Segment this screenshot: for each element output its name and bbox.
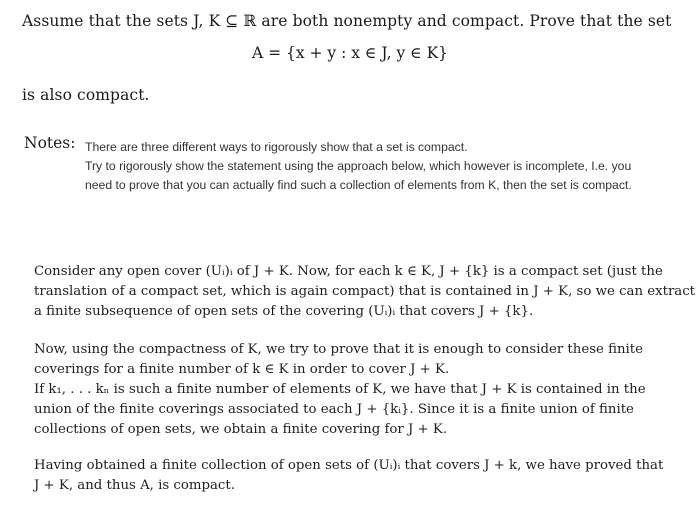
proof-line: Consider any open cover (Uᵢ)ᵢ of J + K. Now, for each k ∈ K, J + {k} is a compact set (just the — [34, 264, 663, 279]
proof-paragraph-2 — [34, 340, 646, 440]
proof-line: a finite subsequence of open sets of the covering (Uᵢ)ᵢ that covers J + {k}. — [34, 304, 534, 319]
problem-statement: Assume that the sets J, K ⊆ ℝ are both nonempty and compact. Prove that the set — [22, 12, 672, 30]
notes-line: There are three different ways to rigorously show that a set is compact. — [85, 140, 468, 154]
proof-line: Now, using the compactness of K, we try to prove that it is enough to consider these finite — [34, 342, 644, 357]
notes-line: need to prove that you can actually find such a collection of elements from K, then the set is compact. — [85, 178, 632, 192]
proof-line: union of the finite coverings associated to each J + {kᵢ}. Since it is a finite union of finite — [34, 402, 634, 417]
proof-line: If k₁, . . . kₙ is such a finite number of elements of K, we have that J + K is contained in the — [34, 382, 646, 397]
proof-line: coverings for a finite number of k ∈ K in order to cover J + K. — [34, 362, 450, 377]
proof-line: Having obtained a finite collection of open sets of (Uᵢ)ᵢ that covers J + k, we have proved that — [34, 458, 664, 473]
proof-line: collections of open sets, we obtain a finite covering for J + K. — [34, 422, 448, 437]
proof-line: J + K, and thus A, is compact. — [34, 478, 235, 493]
proof-paragraph-1 — [34, 262, 695, 322]
problem-conclusion: is also compact. — [22, 86, 150, 104]
notes-body — [85, 138, 632, 195]
set-definition-formula: A = {x + y : x ∈ J, y ∈ K} — [251, 44, 449, 62]
notes-line: Try to rigorously show the statement using the approach below, which however is incomplete, I.e. you — [85, 159, 632, 173]
proof-paragraph-3 — [34, 456, 663, 496]
proof-line: translation of a compact set, which is again compact) that is contained in J + K, so we can extract — [34, 284, 696, 299]
notes-label: Notes: — [24, 134, 76, 152]
